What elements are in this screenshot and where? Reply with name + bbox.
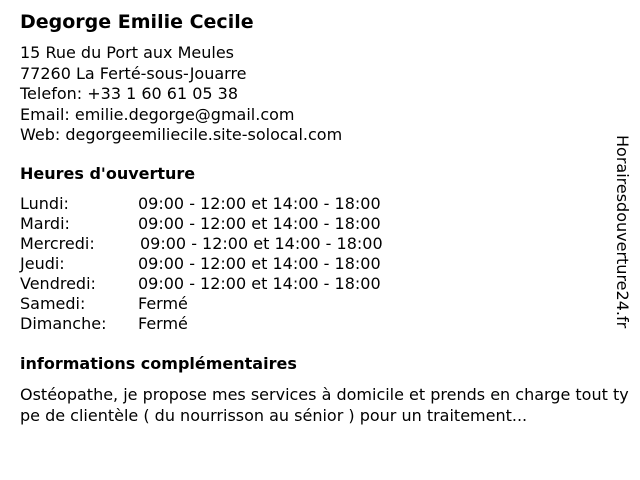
day-hours: Fermé (138, 294, 188, 313)
day-hours: Fermé (138, 314, 188, 333)
address-city: 77260 La Ferté-sous-Jouarre (20, 63, 247, 83)
day-label: Samedi: (20, 294, 86, 313)
day-label: Vendredi: (20, 274, 96, 293)
website: Web: degorgeemiliecile.site-solocal.com (20, 125, 343, 144)
additional-info-heading: informations complémentaires (20, 354, 297, 373)
day-hours: 09:00 - 12:00 et 14:00 - 18:00 (138, 254, 381, 273)
day-hours: 09:00 - 12:00 et 14:00 - 18:00 (140, 234, 383, 253)
phone-number: Telefon: +33 1 60 61 05 38 (20, 84, 239, 103)
business-description: Ostéopathe, je propose mes services à domicile et prends en charge tout type de clientèle ( du nourrisson au sénior ) pour un traitement... (20, 385, 629, 425)
day-label: Mardi: (20, 214, 70, 233)
opening-hours-heading: Heures d'ouverture (20, 164, 196, 183)
day-label: Lundi: (20, 194, 69, 213)
contact-block (20, 43, 342, 146)
day-label: Dimanche: (20, 314, 107, 333)
day-label: Jeudi: (20, 254, 65, 273)
day-label: Mercredi: (20, 234, 95, 253)
business-name: Degorge Emilie Cecile (20, 11, 254, 33)
address-street: 15 Rue du Port aux Meules (20, 43, 235, 62)
day-hours: 09:00 - 12:00 et 14:00 - 18:00 (138, 214, 381, 233)
day-hours: 09:00 - 12:00 et 14:00 - 18:00 (138, 274, 381, 293)
site-watermark: Horairesdouverture24.fr (613, 135, 632, 329)
email-address: Email: emilie.degorge@gmail.com (20, 104, 295, 124)
day-hours: 09:00 - 12:00 et 14:00 - 18:00 (138, 194, 381, 213)
